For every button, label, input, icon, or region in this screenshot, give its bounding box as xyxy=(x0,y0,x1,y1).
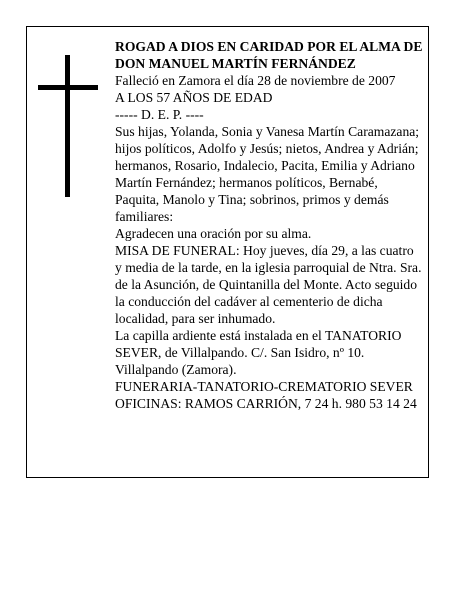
family-paragraph: Sus hijas, Yolanda, Sonia y Vanesa Martín Caramazana; hijos políticos, Adolfo y Jesús; nietos, Andrea y Adrián; hermanos, Rosario, Indalecio, Pacita, Emilia y Adriano Martín Fernández; hermanos políticos, Bernabé, Paquita, Manolo y Tina; sobrinos, primos y demás familiares: xyxy=(115,124,420,224)
cross-vertical-bar xyxy=(65,55,70,197)
age-line: A LOS 57 AÑOS DE EDAD xyxy=(115,90,273,105)
funeral-home-line: FUNERARIA-TANATORIO-CREMATORIO SEVER xyxy=(115,379,413,394)
rip-line: ----- D. E. P. ---- xyxy=(115,107,204,122)
cross-horizontal-bar xyxy=(38,85,98,90)
funeral-paragraph: MISA DE FUNERAL: Hoy jueves, día 29, a las cuatro y media de la tarde, en la iglesia parroquial de Ntra. Sra. de la Asunción, de Quintanilla del Monte. Acto seguido la conducción del cadáver al cementerio de dicha localidad, para ser inhumado. xyxy=(115,243,422,326)
obituary-text xyxy=(115,38,423,412)
cross-icon xyxy=(38,55,98,197)
deceased-name: DON MANUEL MARTÍN FERNÁNDEZ xyxy=(115,56,356,71)
offices-line: OFICINAS: RAMOS CARRIÓN, 7 24 h. 980 53 14 24 xyxy=(115,396,417,411)
chapel-paragraph: La capilla ardiente está instalada en el TANATORIO SEVER, de Villalpando. C/. San Isidro, nº 10. Villalpando (Zamora). xyxy=(115,328,402,377)
death-info: Falleció en Zamora el día 28 de noviembre de 2007 xyxy=(115,73,396,88)
obituary-heading: ROGAD A DIOS EN CARIDAD POR EL ALMA DE xyxy=(115,39,423,54)
thanks-line: Agradecen una oración por su alma. xyxy=(115,226,312,241)
